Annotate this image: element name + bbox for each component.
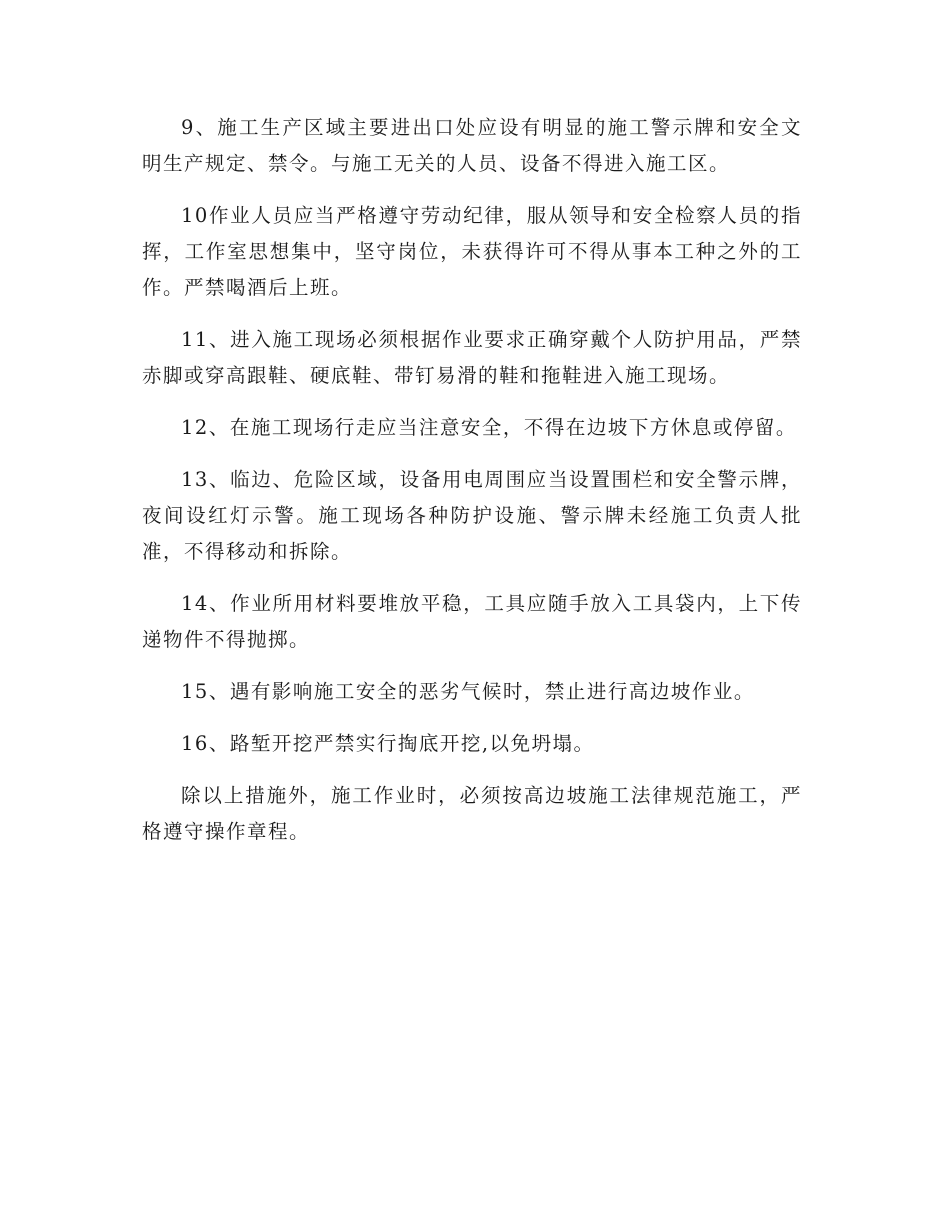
paragraph-item-16: 16、路堑开挖严禁实行掏底开挖,以免坍塌。 <box>181 732 595 755</box>
paragraph-item-12: 12、在施工现场行走应当注意安全，不得在边坡下方休息或停留。 <box>181 416 797 439</box>
document-body <box>142 110 802 866</box>
paragraph-item-15: 15、遇有影响施工安全的恶劣气候时，禁止进行高边坡作业。 <box>181 680 755 703</box>
paragraph-item-11: 11、进入施工现场必须根据作业要求正确穿戴个人防护用品，严禁赤脚或穿高跟鞋、硬底鞋、带钉易滑的鞋和拖鞋进入施工现场。 <box>142 328 802 387</box>
paragraph-item-10: 10作业人员应当严格遵守劳动纪律，服从领导和安全检察人员的指挥，工作室思想集中，坚守岗位，未获得许可不得从事本工种之外的工作。严禁喝酒后上班。 <box>142 204 802 299</box>
paragraph-closing: 除以上措施外，施工作业时，必须按高边坡施工法律规范施工，严格遵守操作章程。 <box>142 784 802 843</box>
paragraph-item-13: 13、临边、危险区域，设备用电周围应当设置围栏和安全警示牌，夜间设红灯示警。施工现场各种防护设施、警示牌未经施工负责人批准，不得移动和拆除。 <box>142 468 802 563</box>
paragraph-item-14: 14、作业所用材料要堆放平稳，工具应随手放入工具袋内，上下传递物件不得抛掷。 <box>142 592 802 651</box>
paragraph-item-9: 9、施工生产区域主要进出口处应设有明显的施工警示牌和安全文明生产规定、禁令。与施工无关的人员、设备不得进入施工区。 <box>142 116 802 175</box>
